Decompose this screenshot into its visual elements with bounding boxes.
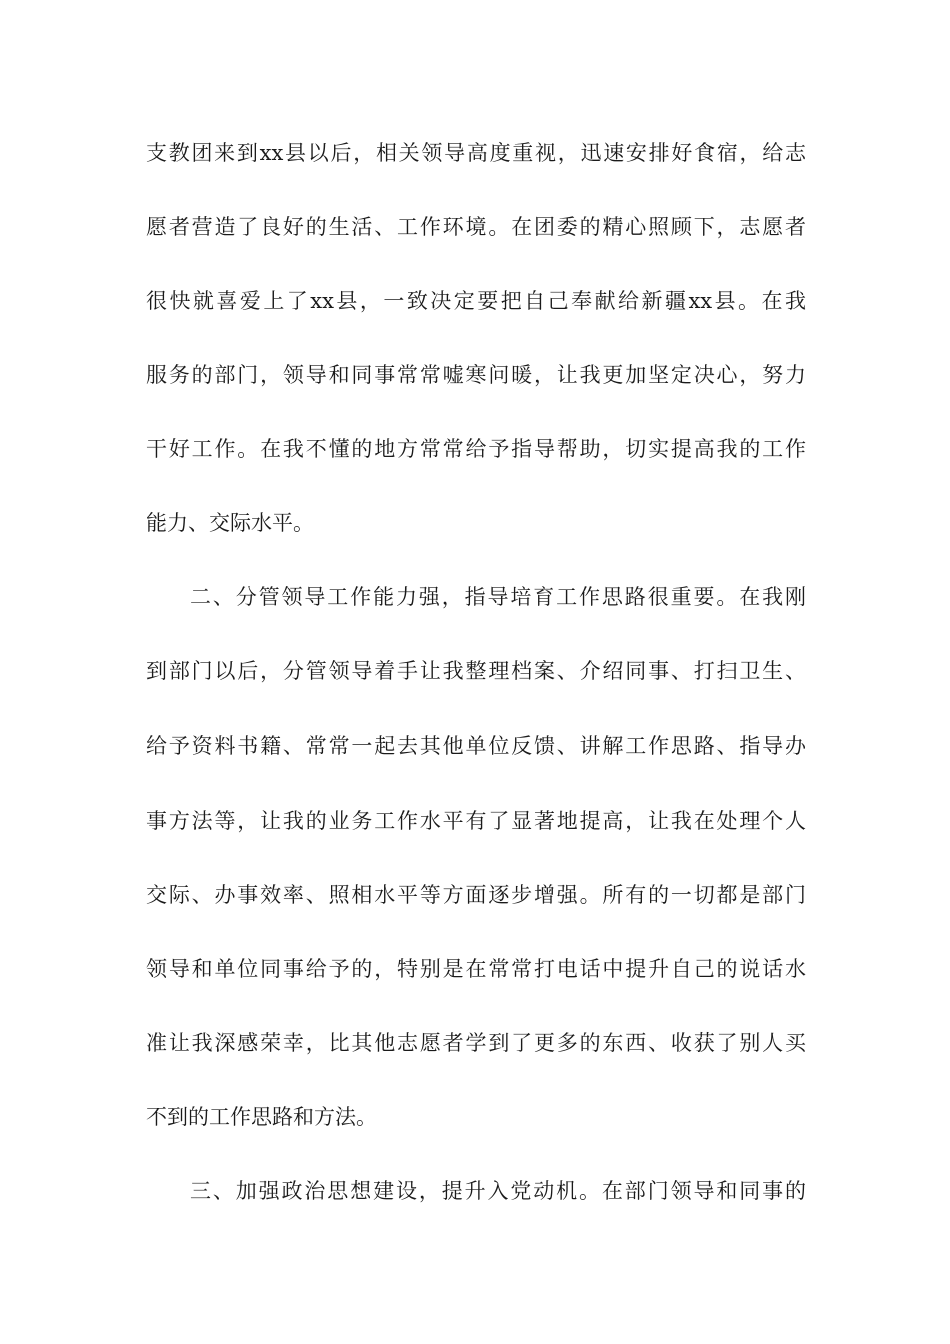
paragraph-line: 干好工作。在我不懂的地方常常给予指导帮助，切实提高我的工作 (146, 437, 806, 461)
paragraph-line: 二、分管领导工作能力强，指导培育工作思路很重要。在我刚 (190, 585, 806, 609)
paragraph-line: 很快就喜爱上了xx县，一致决定要把自己奉献给新疆xx县。在我 (146, 289, 806, 313)
paragraph-line: 愿者营造了良好的生活、工作环境。在团委的精心照顾下，志愿者 (146, 215, 806, 239)
paragraph-line: 不到的工作思路和方法。 (146, 1105, 377, 1129)
paragraph-line: 支教团来到xx县以后，相关领导高度重视，迅速安排好食宿，给志 (146, 141, 806, 165)
paragraph-line: 到部门以后，分管领导着手让我整理档案、介绍同事、打扫卫生、 (146, 659, 806, 683)
paragraph-line: 三、加强政治思想建设，提升入党动机。在部门领导和同事的 (190, 1179, 806, 1203)
paragraph-line: 给予资料书籍、常常一起去其他单位反馈、讲解工作思路、指导办 (146, 734, 806, 758)
paragraph-line: 准让我深感荣幸，比其他志愿者学到了更多的东西、收获了别人买 (146, 1031, 806, 1055)
paragraph-line: 能力、交际水平。 (146, 511, 314, 535)
paragraph-line: 服务的部门，领导和同事常常嘘寒问暖，让我更加坚定决心，努力 (146, 363, 806, 387)
paragraph-line: 领导和单位同事给予的，特别是在常常打电话中提升自己的说话水 (146, 957, 806, 981)
paragraph-line: 事方法等，让我的业务工作水平有了显著地提高，让我在处理个人 (146, 809, 806, 833)
paragraph-line: 交际、办事效率、照相水平等方面逐步增强。所有的一切都是部门 (146, 883, 806, 907)
